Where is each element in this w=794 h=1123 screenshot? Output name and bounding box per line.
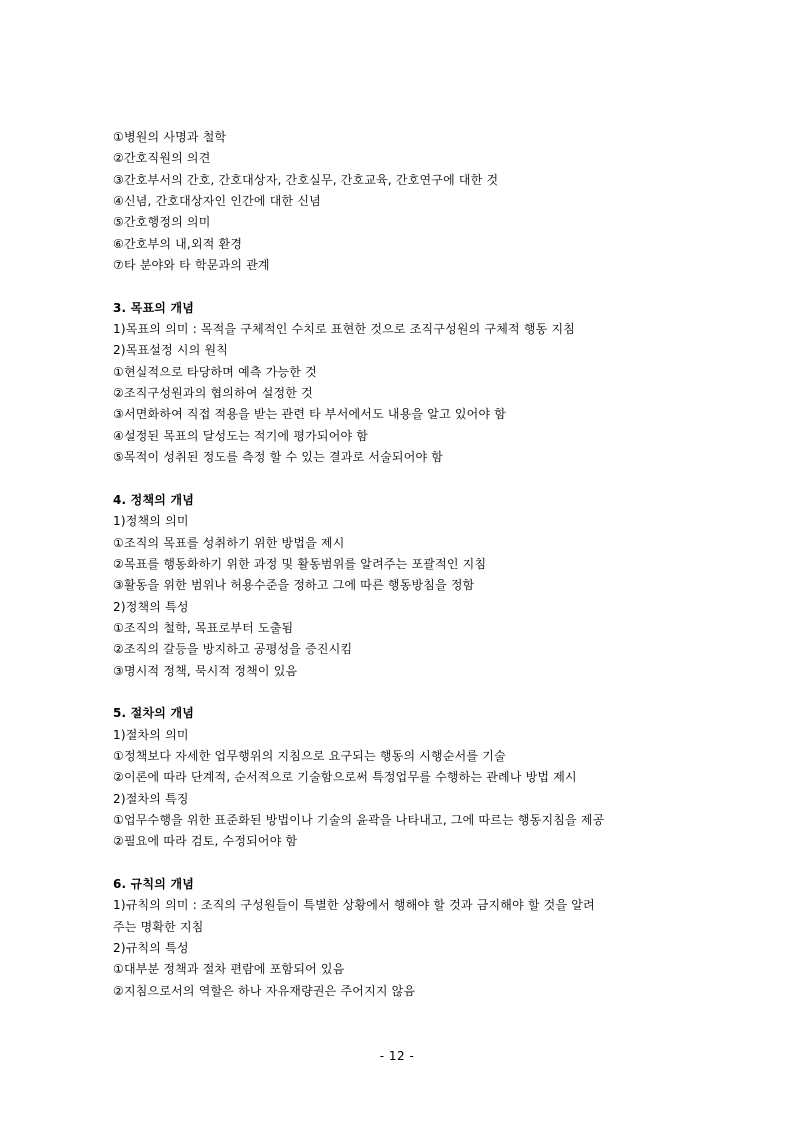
list-item: ⑥간호부의 내,외적 환경 [113, 236, 243, 251]
list-item: ③활동을 위한 범위나 허용수준을 정하고 그에 따른 행동방침을 정함 [113, 578, 475, 593]
list-item: 2)목표설정 시의 원칙 [113, 343, 229, 358]
list-item: 2)절차의 특징 [113, 791, 189, 806]
list-item: ⑦타 분야와 타 학문과의 관계 [113, 258, 270, 273]
section-rule-concept [113, 874, 698, 1002]
list-item: ②조직의 갈등을 방지하고 공평성을 증진시킴 [113, 642, 353, 657]
list-item: ④신념, 간호대상자인 인간에 대한 신념 [113, 194, 321, 209]
list-item: 1)목표의 의미 : 목적을 구체적인 수치로 표현한 것으로 조직구성원의 구체적 행동 지침 [113, 322, 576, 337]
list-item: ①조직의 목표를 성취하기 위한 방법을 제시 [113, 535, 345, 550]
section-heading: 4. 정책의 개념 [113, 492, 195, 507]
list-item: ④설정된 목표의 달성도는 적기에 평가되어야 함 [113, 428, 369, 443]
list-item: 2)정책의 특성 [113, 599, 189, 614]
list-item: ⑤목적이 성취된 정도를 측정 할 수 있는 결과로 서술되어야 함 [113, 450, 444, 465]
section-spacer [113, 853, 698, 874]
section-spacer [113, 469, 698, 490]
section-heading: 6. 규칙의 개념 [113, 877, 195, 892]
list-item: ③서면화하여 직접 적용을 받는 관련 타 부서에서도 내용을 알고 있어야 함 [113, 407, 507, 422]
list-item: 1)절차의 의미 [113, 727, 189, 742]
list-item: ①대부분 정책과 절차 편람에 포함되어 있음 [113, 962, 345, 977]
section-heading: 5. 절차의 개념 [113, 706, 195, 721]
list-item: ①현실적으로 타당하며 예측 가능한 것 [113, 364, 317, 379]
section-heading: 3. 목표의 개념 [113, 300, 195, 315]
list-item: ②이론에 따라 단계적, 순서적으로 기술함으로써 특정업무를 수행하는 관례나 방법 제시 [113, 770, 577, 785]
list-item: 1)규칙의 의미 : 조직의 구성원들이 특별한 상황에서 행해야 할 것과 금지해야 할 것을 알려 [113, 898, 595, 913]
list-item: ②지침으로서의 역할은 하나 자유재량권은 주어지지 않음 [113, 983, 416, 998]
section-spacer [113, 276, 698, 297]
page-number: - 12 - [379, 1049, 415, 1063]
list-item: ①업무수행을 위한 표준화된 방법이나 기술의 윤곽을 나타내고, 그에 따르는 행동지침을 제공 [113, 813, 605, 827]
list-item: ②조직구성원과의 협의하여 설정한 것 [113, 386, 313, 401]
list-item: 2)규칙의 특성 [113, 941, 189, 956]
section-procedure-concept [113, 703, 698, 852]
list-item: ②필요에 따라 검토, 수정되어야 함 [113, 834, 298, 849]
list-item: ②목표를 행동화하기 위한 과정 및 활동범위를 알려주는 포괄적인 지침 [113, 556, 487, 571]
list-item: ②간호직원의 의견 [113, 151, 211, 166]
list-item: ③명시적 정책, 묵시적 정책이 있음 [113, 663, 298, 678]
section-goal-concept [113, 298, 698, 469]
list-item: 주는 명확한 지침 [113, 919, 204, 934]
section-policy-concept [113, 490, 698, 682]
philosophy-basis-list [113, 127, 698, 276]
list-item: ①병원의 사명과 철학 [113, 130, 227, 144]
list-item: ③간호부서의 간호, 간호대상자, 간호실무, 간호교육, 간호연구에 대한 것 [113, 172, 499, 187]
list-item: ①정책보다 자세한 업무행위의 지침으로 요구되는 행동의 시행순서를 기술 [113, 748, 506, 763]
list-item: ①조직의 철학, 목표로부터 도출됨 [113, 620, 294, 635]
list-item: ⑤간호행정의 의미 [113, 215, 211, 230]
section-spacer [113, 682, 698, 703]
page-body [113, 127, 698, 1002]
list-item: 1)정책의 의미 [113, 514, 189, 529]
